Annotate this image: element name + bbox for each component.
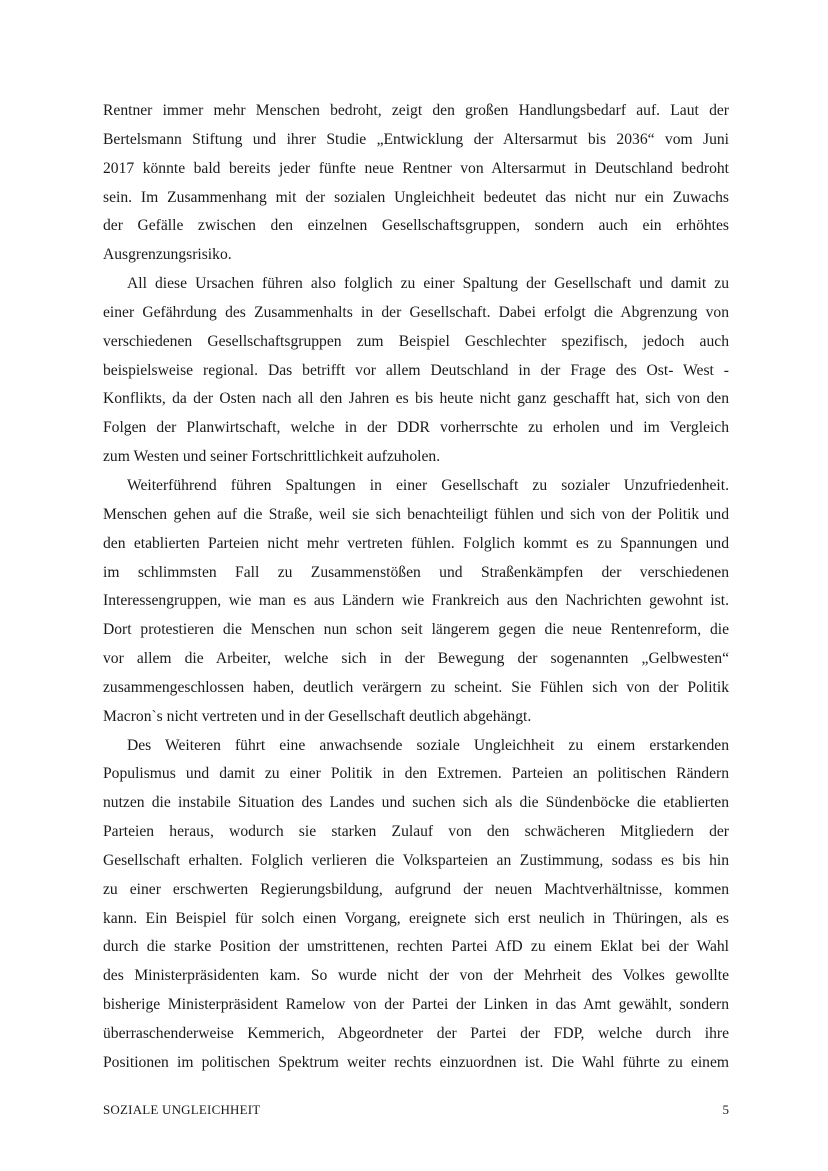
text-line: Weiterführend führen Spaltungen in einer Gesellschaft zu sozialer Unzufriedenheit. xyxy=(127,476,729,494)
text-line: nutzen die instabile Situation des Landes und suchen sich als die Sündenböcke die etablierten xyxy=(103,794,729,812)
text-line: der Gefälle zwischen den einzelnen Gesellschaftsgruppen, sondern auch ein erhöhtes xyxy=(103,217,729,235)
text-line: Parteien heraus, wodurch sie starken Zulauf von den schwächeren Mitgliedern der xyxy=(103,823,729,841)
text-line: Interessengruppen, wie man es aus Ländern wie Frankreich aus den Nachrichten gewohnt ist. xyxy=(103,592,729,610)
text-line: 2017 könnte bald bereits jeder fünfte neue Rentner von Altersarmut in Deutschland bedroht xyxy=(103,159,729,177)
paragraph xyxy=(103,472,729,732)
text-line: einer Gefährdung des Zusammenhalts in der Gesellschaft. Dabei erfolgt die Abgrenzung von xyxy=(103,303,729,321)
text-line: verschiedenen Gesellschaftsgruppen zum Beispiel Geschlechter spezifisch, jedoch auch xyxy=(103,332,729,350)
text-line: durch die starke Position der umstrittenen, rechten Partei AfD zu einem Eklat bei der Wahl xyxy=(103,938,729,956)
text-line: den etablierten Parteien nicht mehr vertreten fühlen. Folglich kommt es zu Spannungen und xyxy=(103,534,729,552)
text-line: bisherige Ministerpräsident Ramelow von der Partei der Linken in das Amt gewählt, sondern xyxy=(103,996,729,1014)
text-line: kann. Ein Beispiel für solch einen Vorgang, ereignete sich erst neulich in Thüringen, als es xyxy=(103,909,729,927)
text-line: vor allem die Arbeiter, welche sich in der Bewegung der sogenannten „Gelbwesten“ xyxy=(103,650,729,668)
text-line: All diese Ursachen führen also folglich zu einer Spaltung der Gesellschaft und damit zu xyxy=(127,275,729,293)
paragraph xyxy=(103,97,729,270)
text-line: sein. Im Zusammenhang mit der sozialen Ungleichheit bedeutet das nicht nur ein Zuwachs xyxy=(103,188,729,206)
text-line: Positionen im politischen Spektrum weiter rechts einzuordnen ist. Die Wahl führte zu einem xyxy=(103,1053,729,1071)
text-line: im schlimmsten Fall zu Zusammenstößen und Straßenkämpfen der verschiedenen xyxy=(103,563,729,581)
text-line: Dort protestieren die Menschen nun schon seit längerem gegen die neue Rentenreform, die xyxy=(103,621,729,639)
text-line: Menschen gehen auf die Straße, weil sie sich benachteiligt fühlen und sich von der Politik und xyxy=(103,505,729,523)
text-line: Folgen der Planwirtschaft, welche in der DDR vorherrschte zu erholen und im Vergleich xyxy=(103,419,729,437)
text-line: Des Weiteren führt eine anwachsende soziale Ungleichheit zu einem erstarkenden xyxy=(127,736,729,754)
text-line: Macron`s nicht vertreten und in der Gesellschaft deutlich abgehängt. xyxy=(103,707,532,725)
text-line: des Ministerpräsidenten kam. So wurde nicht der von der Mehrheit des Volkes gewollte xyxy=(103,967,729,985)
text-line: überraschenderweise Kemmerich, Abgeordneter der Partei der FDP, welche durch ihre xyxy=(103,1025,729,1042)
text-line: Ausgrenzungsrisiko. xyxy=(103,246,232,264)
document-body xyxy=(103,97,729,1078)
text-line: zu einer erschwerten Regierungsbildung, aufgrund der neuen Machtverhältnisse, kommen xyxy=(103,880,729,898)
text-line: Populismus und damit zu einer Politik in den Extremen. Parteien an politischen Rändern xyxy=(103,765,729,783)
text-line: Konflikts, da der Osten nach all den Jahren es bis heute nicht ganz geschafft hat, sich von den xyxy=(103,390,729,408)
text-line: Gesellschaft erhalten. Folglich verlieren die Volksparteien an Zustimmung, sodass es bis hin xyxy=(103,851,729,869)
text-line: zum Westen und seiner Fortschrittlichkeit aufzuholen. xyxy=(103,448,441,466)
page-number: 5 xyxy=(722,1102,729,1117)
text-line: Bertelsmann Stiftung und ihrer Studie „Entwicklung der Altersarmut bis 2036“ vom Juni xyxy=(103,130,729,148)
text-line: zusammengeschlossen haben, deutlich verärgern zu scheint. Sie Fühlen sich von der Politik xyxy=(103,678,729,696)
paragraph xyxy=(103,732,729,1078)
text-line: Rentner immer mehr Menschen bedroht, zeigt den großen Handlungsbedarf auf. Laut der xyxy=(103,102,729,119)
paragraph xyxy=(103,270,729,472)
footer-title: SOZIALE UNGLEICHHEIT xyxy=(103,1102,261,1117)
page-footer xyxy=(103,1102,729,1122)
text-line: beispielsweise regional. Das betrifft vor allem Deutschland in der Frage des Ost- West - xyxy=(103,361,729,379)
